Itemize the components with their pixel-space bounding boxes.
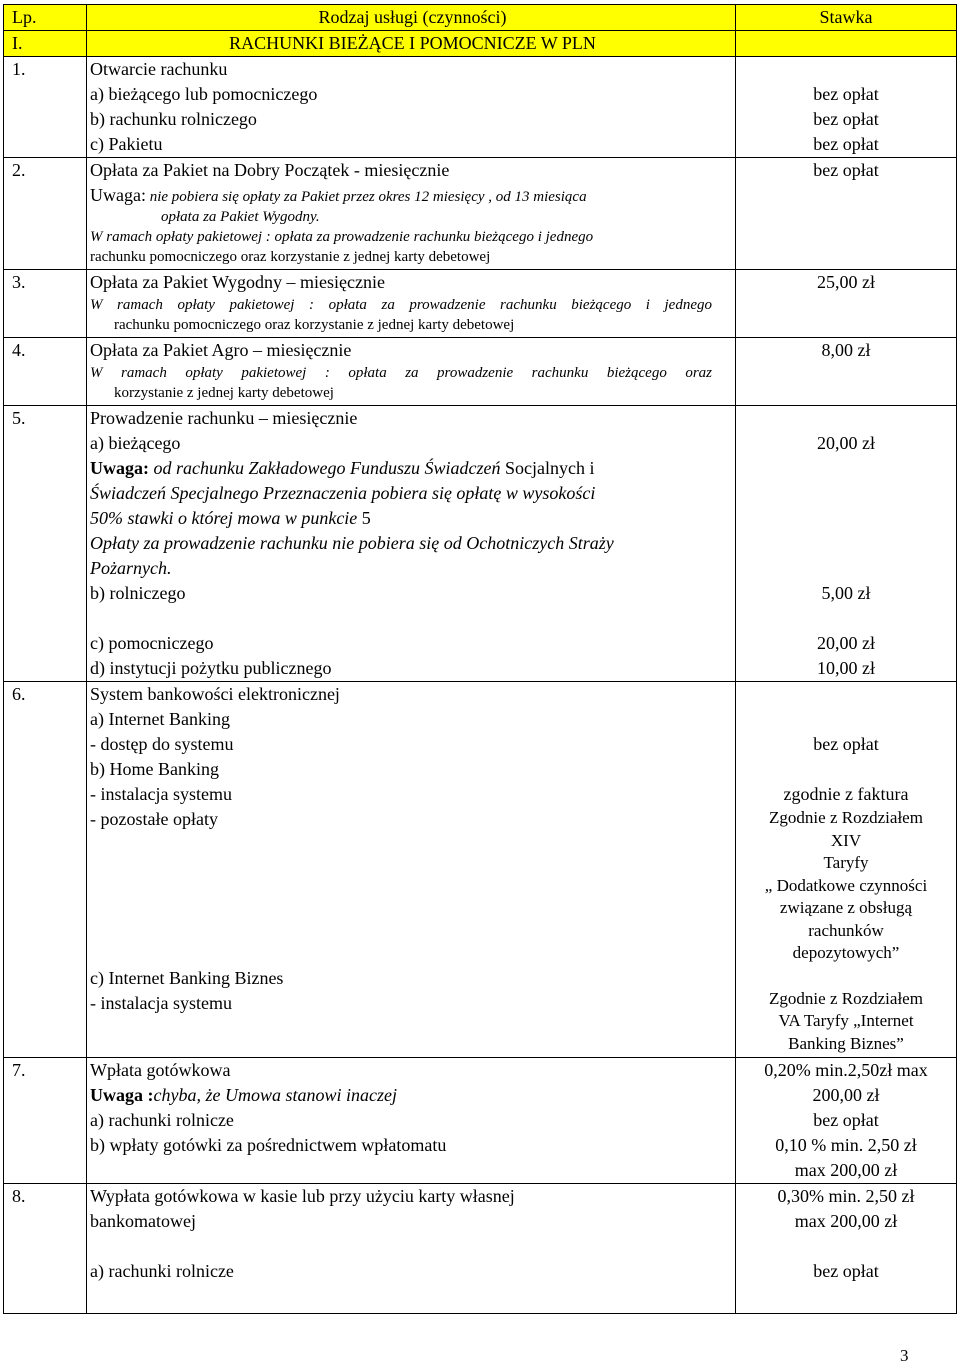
item-label: - instalacja systemu (90, 784, 232, 804)
row-title: Opłata za Pakiet Agro – miesięcznie (90, 340, 352, 360)
package-info: rachunku pomocniczego oraz korzystanie z jednej karty debetowej (114, 317, 515, 333)
row-rate: 8,00 zł (736, 338, 957, 406)
row-number: 1. (4, 57, 87, 158)
package-info: W ramach opłaty pakietowej : opłata za prowadzenie rachunku bieżącego i jednego (90, 229, 594, 245)
note-text: od rachunku Zakładowego Funduszu Świadczeń (153, 458, 501, 478)
note-label: Uwaga : (90, 1085, 154, 1105)
page-number: 3 (900, 1346, 909, 1365)
table-row (4, 158, 957, 270)
row-title: Wpłata gotówkowa (90, 1060, 231, 1080)
item-label: c) Internet Banking Biznes (90, 968, 284, 988)
row-title: Prowadzenie rachunku – miesięcznie (90, 408, 358, 428)
section-num: I. (4, 31, 87, 57)
row-number: 8. (4, 1184, 87, 1314)
note-text: Pożarnych. (90, 558, 172, 578)
note-text: opłata za Pakiet Wygodny. (161, 209, 320, 225)
item-label: b) wpłaty gotówki za pośrednictwem wpłatomatu (90, 1135, 447, 1155)
item-rate-multiline: Zgodnie z Rozdziałem XIV Taryfy „ Dodatkowe czynności związane z obsługą rachunków depozytowych” (764, 808, 928, 962)
table-row (4, 57, 957, 158)
row-title: Opłata za Pakiet na Dobry Początek - miesięcznie (90, 160, 450, 180)
item-label: c) Pakietu (90, 134, 163, 154)
item-label: a) Internet Banking (90, 709, 230, 729)
item-rate: 0,10 % min. 2,50 zł (775, 1135, 917, 1155)
package-info: W ramach opłaty pakietowej : opłata za prowadzenie rachunku bieżącego i jednego (90, 297, 712, 313)
item-label: - dostęp do systemu (90, 734, 234, 754)
row-rate (736, 1058, 957, 1184)
row-title: System bankowości elektronicznej (90, 684, 340, 704)
item-label: c) pomocniczego (90, 633, 214, 653)
row-description (87, 270, 736, 338)
row-title: bankomatowej (90, 1211, 196, 1231)
tariff-table (3, 4, 957, 1314)
item-label: b) rolniczego (90, 583, 186, 603)
note-text: Opłaty za prowadzenie rachunku nie pobiera się od Ochotniczych Straży (90, 533, 614, 553)
section-title: RACHUNKI BIEŻĄCE I POMOCNICZE W PLN (87, 31, 736, 57)
item-label: a) rachunki rolnicze (90, 1110, 234, 1130)
item-rate: bez opłat (813, 109, 879, 129)
row-description (87, 406, 736, 682)
item-rate: 20,00 zł (817, 433, 875, 453)
item-rate: bez opłat (813, 734, 879, 754)
row-description (87, 57, 736, 158)
row-rate: 25,00 zł (736, 270, 957, 338)
note-text: chyba, że Umowa stanowi inaczej (153, 1085, 397, 1105)
item-label: a) bieżącego (90, 433, 181, 453)
item-rate: bez opłat (813, 84, 879, 104)
item-label: a) rachunki rolnicze (90, 1261, 234, 1281)
item-rate: bez opłat (813, 134, 879, 154)
row-description (87, 682, 736, 1058)
note-text: 5 (361, 508, 371, 528)
table-row (4, 270, 957, 338)
row-description (87, 1184, 736, 1314)
item-rate: 20,00 zł (817, 633, 875, 653)
item-rate: zgodnie z faktura (783, 784, 909, 804)
row-title: Wypłata gotówkowa w kasie lub przy użyciu karty własnej (90, 1186, 515, 1206)
row-rate: bez opłat (736, 158, 957, 270)
item-rate: max 200,00 zł (794, 1160, 898, 1180)
table-row (4, 1058, 957, 1184)
table-row (4, 682, 957, 1058)
package-info: W ramach opłaty pakietowej : opłata za prowadzenie rachunku bieżącego oraz (90, 365, 712, 381)
note-text: nie pobiera się opłaty za Pakiet przez okres 12 miesięcy , od 13 miesiąca (149, 189, 587, 205)
item-label: a) bieżącego lub pomocniczego (90, 84, 318, 104)
row-number: 2. (4, 158, 87, 270)
header-row (4, 5, 957, 31)
item-rate: 0,30% min. 2,50 zł (777, 1186, 915, 1206)
row-number: 3. (4, 270, 87, 338)
row-rate (736, 406, 957, 682)
section-row (4, 31, 957, 57)
row-number: 7. (4, 1058, 87, 1184)
item-rate: bez opłat (813, 1110, 879, 1130)
section-rate-cell (736, 31, 957, 57)
row-title: Opłata za Pakiet Wygodny – miesięcznie (90, 272, 385, 292)
row-title: Otwarcie rachunku (90, 59, 228, 79)
header-service: Rodzaj usługi (czynności) (87, 5, 736, 31)
table-row (4, 338, 957, 406)
row-description (87, 158, 736, 270)
row-description (87, 338, 736, 406)
item-label: - instalacja systemu (90, 993, 232, 1013)
row-number: 4. (4, 338, 87, 406)
item-rate: bez opłat (813, 1261, 879, 1281)
package-info: rachunku pomocniczego oraz korzystanie z jednej karty debetowej (90, 249, 491, 265)
item-rate: 200,00 zł (812, 1085, 880, 1105)
note-text: Socjalnych i (504, 458, 595, 478)
row-description (87, 1058, 736, 1184)
note-label: Uwaga: (90, 458, 149, 478)
header-rate: Stawka (736, 5, 957, 31)
item-rate-multiline: Zgodnie z Rozdziałem VA Taryfy „Internet Banking Biznes” (769, 988, 923, 1053)
note-text: Świadczeń Specjalnego Przeznaczenia pobiera się opłatę w wysokości (90, 483, 596, 503)
table-row (4, 406, 957, 682)
row-rate (736, 1184, 957, 1314)
package-info: korzystanie z jednej karty debetowej (114, 385, 334, 401)
row-number: 6. (4, 682, 87, 1058)
note-text: 50% stawki o której mowa w punkcie (90, 508, 358, 528)
item-label: - pozostałe opłaty (90, 809, 218, 829)
item-label: b) Home Banking (90, 759, 219, 779)
item-rate: 5,00 zł (821, 583, 871, 603)
row-rate (736, 682, 957, 1058)
header-lp: Lp. (4, 5, 87, 31)
note-label: Uwaga: (90, 185, 146, 205)
row-number: 5. (4, 406, 87, 682)
item-rate: 0,20% min.2,50zł max (764, 1060, 928, 1080)
row-rate (736, 57, 957, 158)
item-rate: max 200,00 zł (794, 1211, 898, 1231)
item-rate: 10,00 zł (817, 658, 875, 678)
item-label: d) instytucji pożytku publicznego (90, 658, 332, 678)
table-row (4, 1184, 957, 1314)
item-label: b) rachunku rolniczego (90, 109, 257, 129)
